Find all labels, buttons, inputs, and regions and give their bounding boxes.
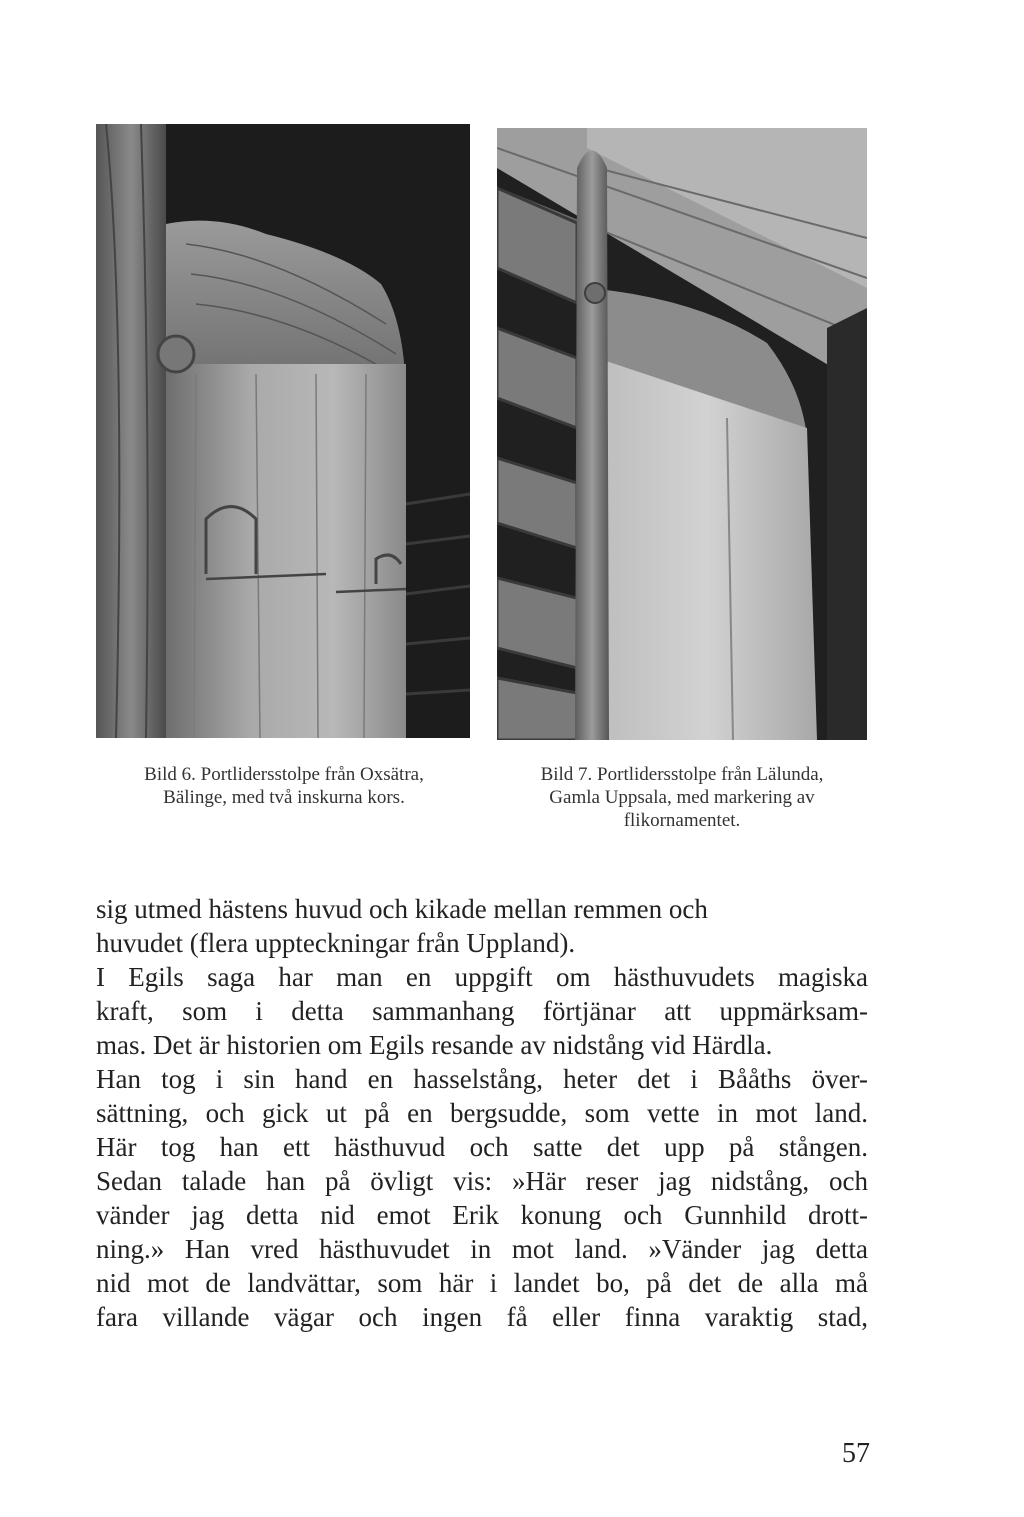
caption-line: Bälinge, med två inskurna kors. <box>163 787 405 808</box>
text-line: sig utmed hästens huvud och kikade mellan remmen och <box>96 894 708 924</box>
text-line: kraft, som i detta sammanhang förtjänar att uppmärksam- <box>96 996 868 1026</box>
caption-line: flikornamentet. <box>623 810 741 831</box>
caption-line: Bild 7. Portlidersstolpe från Lälunda, <box>540 764 824 785</box>
text-line: huvudet (flera uppteckningar från Uppland). <box>96 928 576 958</box>
text-line: I Egils saga har man en uppgift om hästhuvudets magiska <box>96 962 868 992</box>
text-line: ning.» Han vred hästhuvudet in mot land. »Vänder jag detta <box>96 1234 868 1264</box>
text-line: nid mot de landvättar, som här i landet bo, på det de alla må <box>96 1268 868 1298</box>
text-line: Sedan talade han på övligt vis: »Här reser jag nidstång, och <box>96 1166 868 1196</box>
text-line: vänder jag detta nid emot Erik konung och Gunnhild drott- <box>96 1200 868 1230</box>
photo-bild-7 <box>497 128 867 740</box>
caption-line: Gamla Uppsala, med markering av <box>549 787 815 808</box>
text-line: Han tog i sin hand en hasselstång, heter det i Bååths över- <box>96 1064 868 1094</box>
photo-bild-6 <box>96 124 470 738</box>
text-line: mas. Det är historien om Egils resande av nidstång vid Härdla. <box>96 1030 773 1060</box>
text-line: Här tog han ett hästhuvud och satte det upp på stången. <box>96 1132 868 1162</box>
body-text <box>96 892 868 1334</box>
page-number: 57 <box>842 1438 870 1469</box>
text-line: fara villande vägar och ingen få eller finna varaktig stad, <box>96 1302 868 1332</box>
caption-bild-7 <box>486 763 878 832</box>
caption-line: Bild 6. Portlidersstolpe från Oxsätra, <box>144 764 424 785</box>
caption-bild-6 <box>92 763 476 809</box>
text-line: sättning, och gick ut på en bergsudde, som vette in mot land. <box>96 1098 868 1128</box>
